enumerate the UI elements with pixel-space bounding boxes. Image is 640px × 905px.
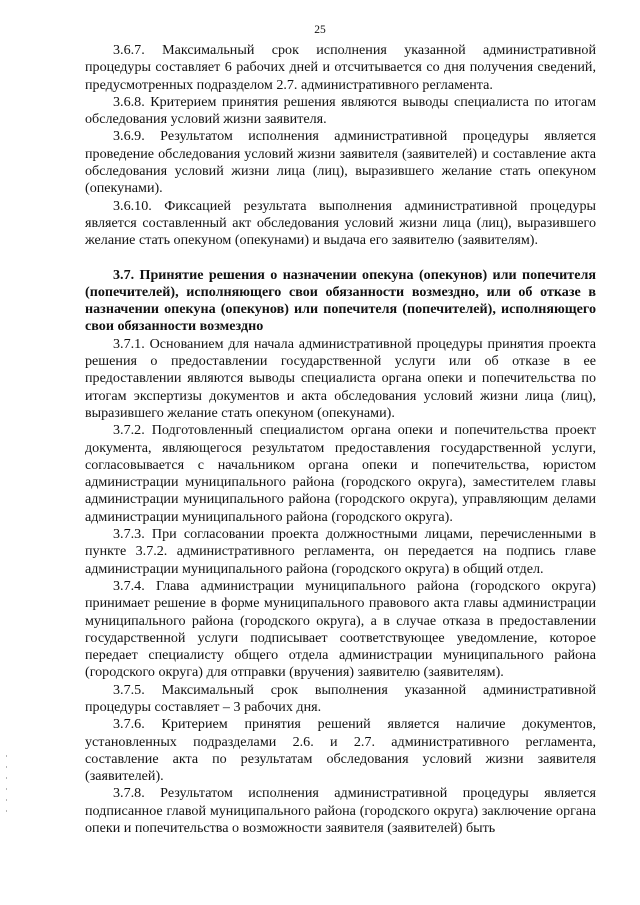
scan-mark <box>6 799 7 801</box>
page-number: 25 <box>314 24 326 36</box>
scan-mark <box>6 810 7 812</box>
paragraph-3-7-3: 3.7.3. При согласовании проекта должностными лицами, перечисленными в пункте 3.7.2. административного регламента, он передается на подпись главе администрации муниципального района (городского округа) в общий отдел. <box>85 526 596 577</box>
scan-mark <box>6 788 7 790</box>
paragraph-3-7-5: 3.7.5. Максимальный срок выполнения указанной административной процедуры составляет – 3 рабочих дня. <box>85 681 596 715</box>
document-body <box>85 42 596 837</box>
scan-mark <box>6 777 7 779</box>
scan-mark <box>6 766 7 768</box>
paragraph-3-6-8: 3.6.8. Критерием принятия решения являются выводы специалиста по итогам обследования условий жизни заявителя. <box>85 93 596 128</box>
scan-mark <box>6 755 7 757</box>
scan-margin-marks <box>6 755 9 835</box>
section-heading-3-7: 3.7. Принятие решения о назначении опекуна (опекунов) или попечителя (попечителей), исполняющего свои обязанности возмездно, или об отказе в назначении опекуна (опекунов) или попечителя (попечителей), исполняющего свои обязанности возмездно <box>85 266 596 335</box>
paragraph-3-6-9: 3.6.9. Результатом исполнения административной процедуры является проведение обследования условий жизни заявителя (заявителей) и составление акта обследования условий жизни лица (лиц), выразившего желание стать опекуном (опекунами). <box>85 128 596 197</box>
paragraph-3-7-6: 3.7.6. Критерием принятия решений является наличие документов, установленных подразделами 2.6. и 2.7. административного регламента, составление акта по результатам обследования условий жизни заявителя (заявителей). <box>85 716 596 785</box>
paragraph-3-7-1: 3.7.1. Основанием для начала административной процедуры принятия проекта решения о предоставлении государственной услуги или об отказе в ее предоставлении являются выводы специалиста органа опеки и попечительства по итогам экспертизы документов и акта обследования условий жизни лица (лиц), выразившего желание стать опекуном (опекунами). <box>85 335 596 421</box>
paragraph-3-7-8: 3.7.8. Результатом исполнения административной процедуры является подписанное главой муниципального района (городского округа) заключение органа опеки и попечительства о возможности заявителя (заявителей) быть <box>85 785 596 837</box>
paragraph-3-6-7: 3.6.7. Максимальный срок исполнения указанной административной процедуры составляет 6 рабочих дней и отсчитывается со дня получения сведений, предусмотренных подразделом 2.7. административного регламента. <box>85 42 596 93</box>
paragraph-3-7-2: 3.7.2. Подготовленный специалистом органа опеки и попечительства проект документа, являющегося результатом предоставления государственной услуги, согласовывается с начальником органа опеки и попечительства, юристом администрации муниципального района (городского округа), заместителем главы администрации муниципального района (городского округа), управляющим делами администрации муниципального района (городского округа). <box>85 422 596 525</box>
paragraph-3-6-10: 3.6.10. Фиксацией результата выполнения административной процедуры является составленный акт обследования условий жизни лица (лиц), выразившего желание стать опекуном (опекунами) и выдача его заявителю (заявителям). <box>85 197 596 249</box>
paragraph-3-7-4: 3.7.4. Глава администрации муниципального района (городского округа) принимает решение в форме муниципального правового акта главы администрации муниципального района (городского округа), а в случае отказа в предоставлении государственной услуги подписывает соответствующее уведомление, которое передает специалисту общего отдела администрации муниципального района (городского округа) для отправки (вручения) заявителю (заявителям). <box>85 577 596 681</box>
